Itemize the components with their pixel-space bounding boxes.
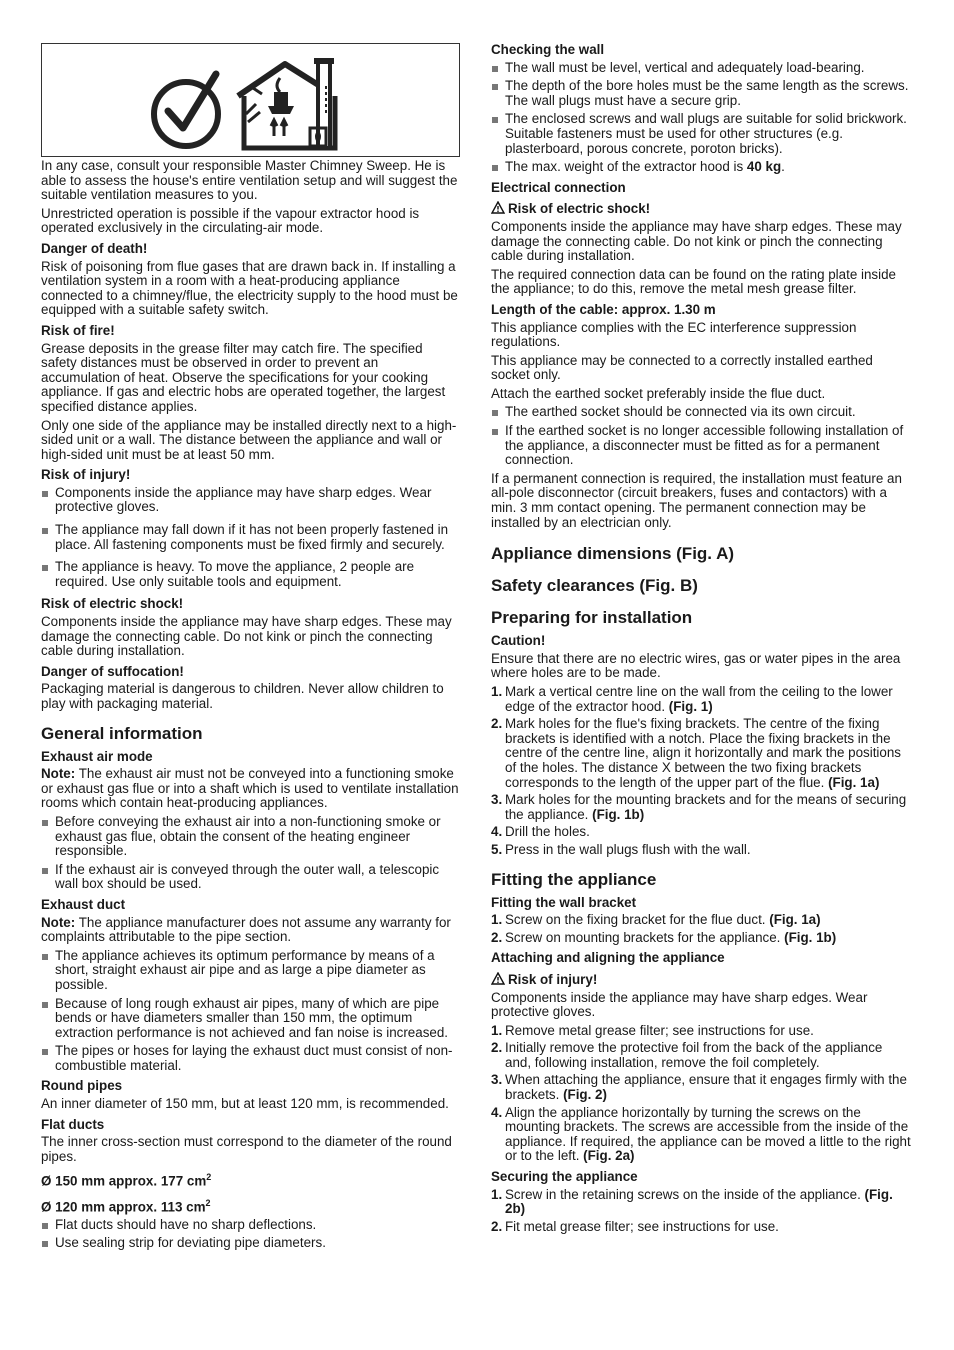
danger-of-death-text: Risk of poisoning from flue gases that are drawn back in. If installing a ventilation system in a room with a heat-producing appliance connected to a chimney/flue, the electricity supply to the hood must be equipped with a suitable safety switch.: [41, 258, 458, 318]
warning-label: Risk of injury!: [508, 971, 598, 987]
risk-of-injury-list: [41, 486, 460, 590]
securing-heading: Securing the appliance: [491, 1169, 638, 1185]
risk-of-electric-shock-text: Components inside the appliance may have sharp edges. These may damage the connecting cable. Do not kink or pinch the connecting cable during installation.: [41, 614, 452, 659]
list-item: [491, 825, 911, 840]
attach-steps: [491, 1024, 911, 1164]
general-information-heading: General information: [41, 723, 203, 743]
list-item: [491, 1220, 911, 1235]
electrical-text-1: Components inside the appliance may have sharp edges. These may damage the connecting cable. Do not kink or pinch the connecting cable during installation.: [491, 218, 902, 264]
appliance-dimensions-heading: Appliance dimensions (Fig. A): [491, 544, 735, 564]
list-item: [491, 793, 911, 822]
preparation-steps: [491, 685, 911, 858]
spec-text: Ø 150 mm approx. 177 cm: [41, 1173, 207, 1189]
right-column: [491, 43, 911, 1238]
electric-shock-warning: [491, 201, 911, 217]
exhaust-duct-heading: Exhaust duct: [41, 896, 126, 912]
round-pipes-text: An inner diameter of 150 mm, but at least 120 mm, is recommended.: [41, 1096, 449, 1112]
exhaust-air-mode-heading: Exhaust air mode: [41, 748, 153, 764]
risk-of-electric-shock-heading: Risk of electric shock!: [41, 596, 184, 612]
list-item: [491, 685, 911, 714]
list-item: The pipes or hoses for laying the exhaust duct must consist of non-combustible material.: [41, 1044, 460, 1073]
superscript: 2: [205, 1197, 211, 1208]
list-item: The enclosed screws and wall plugs are suitable for solid brickwork. Suitable fasteners must be used for other structures (e.g. plasterboard, porous concrete, poroton bricks).: [491, 112, 911, 156]
weight-end: .: [781, 159, 785, 175]
list-item: If the earthed socket is no longer accessible following installation of the appliance, a disconnecter must be fitted as for a permanent connection.: [491, 424, 911, 468]
fitting-appliance-heading: Fitting the appliance: [491, 869, 657, 889]
list-item: The appliance achieves its optimum performance by means of a short, straight exhaust air pipe and as large a pipe diameter as possible.: [41, 949, 460, 993]
cable-text-1: This appliance complies with the EC interference suppression regulations.: [491, 319, 857, 350]
step-text: Press in the wall plugs flush with the wall.: [505, 841, 751, 857]
step-number: 5.: [491, 841, 503, 857]
list-item: [491, 1106, 911, 1164]
diameter-120-spec: [41, 1196, 460, 1215]
wall-bracket-heading: Fitting the wall bracket: [491, 894, 637, 910]
list-item: Before conveying the exhaust air into a non-functioning smoke or exhaust gas flue, obtain the consent of the heating engineer responsible.: [41, 815, 460, 859]
list-item: [491, 1188, 911, 1217]
exhaust-air-mode-note: [41, 767, 460, 811]
danger-of-death-heading: Danger of death!: [41, 240, 148, 256]
exhaust-air-mode-list: [41, 815, 460, 892]
figure-ref: (Fig. 1a): [828, 774, 880, 790]
list-item: The appliance is heavy. To move the appliance, 2 people are required. Use only suitable tools and equipment.: [41, 560, 460, 589]
note-label: Note:: [41, 766, 76, 782]
intro-para-1: In any case, consult your responsible Master Chimney Sweep. He is able to assess the house's entire ventilation setup and will suggest the suitable ventilation measures to you.: [41, 158, 458, 203]
list-item: Components inside the appliance may have sharp edges. Wear protective gloves.: [41, 486, 460, 515]
list-item: [491, 160, 911, 175]
step-text: Align the appliance horizontally by turning the screws on the mounting brackets. The screws are accessible from the inside of the appliance. If required, the appliance can be moved a little to the right or to the left.: [505, 1104, 911, 1164]
step-text: Screw in the retaining screws on the inside of the appliance.: [505, 1186, 865, 1202]
list-item: Because of long rough exhaust air pipes, many of which are pipe bends or have diameters smaller than 150 mm, the optimum extraction performance is not achieved and fan noise is increased.: [41, 997, 460, 1041]
step-number: 2.: [491, 929, 503, 945]
figure-ref: (Fig. 1b): [784, 929, 837, 945]
danger-of-suffocation-heading: Danger of suffocation!: [41, 663, 184, 679]
caution-heading: Caution!: [491, 633, 546, 649]
step-number: 2.: [491, 716, 503, 732]
cable-text-4: If a permanent connection is required, the installation must feature an all-pole disconnector (circuit breakers, fuses and contactors) with a min. 3 mm contact opening. The permanent connection may be installed by an electrician only.: [491, 470, 902, 530]
cable-length-heading: Length of the cable: approx. 1.30 m: [491, 301, 716, 317]
list-item: Use sealing strip for deviating pipe diameters.: [41, 1236, 460, 1251]
step-number: 2.: [491, 1218, 503, 1234]
list-item: The appliance may fall down if it has not been properly fastened in place. All fastening components must be fixed firmly and securely.: [41, 523, 460, 552]
list-item: [491, 843, 911, 858]
step-number: 2.: [491, 1040, 503, 1056]
step-number: 1.: [491, 1022, 503, 1038]
exhaust-duct-list: [41, 949, 460, 1074]
step-number: 4.: [491, 1104, 503, 1120]
figure-ref: (Fig. 1a): [769, 912, 821, 928]
step-text: Fit metal grease filter; see instructions for use.: [505, 1218, 779, 1234]
step-text: Drill the holes.: [505, 824, 590, 840]
figure-ref: (Fig. 2a): [583, 1148, 635, 1164]
step-number: 1.: [491, 684, 503, 699]
safety-clearances-heading: Safety clearances (Fig. B): [491, 576, 698, 596]
warning-label: Risk of electric shock!: [508, 201, 651, 217]
list-item: [491, 1073, 911, 1102]
step-text: Initially remove the protective foil from the back of the appliance and, following installation, remove the foil completely.: [505, 1040, 883, 1070]
step-number: 1.: [491, 912, 503, 928]
weight-text: The max. weight of the extractor hood is: [505, 159, 747, 175]
injury-warning: [491, 972, 911, 988]
list-item: The depth of the bore holes must be the same length as the screws. The wall plugs must have a secure grip.: [491, 79, 911, 108]
intro-para-2: Unrestricted operation is possible if the vapour extractor hood is operated exclusively in the circulating-air mode.: [41, 205, 420, 236]
step-text: Mark a vertical centre line on the wall from the ceiling to the lower edge of the extractor hood.: [505, 684, 893, 714]
list-item: [491, 931, 911, 946]
step-text: When attaching the appliance, ensure that it engages firmly with the brackets.: [505, 1072, 907, 1103]
step-number: 1.: [491, 1186, 503, 1202]
superscript: 2: [206, 1172, 212, 1183]
preparing-installation-heading: Preparing for installation: [491, 608, 693, 628]
cable-list: [491, 405, 911, 467]
note-text: The appliance manufacturer does not assume any warranty for complaints attributable to the pipe section.: [41, 914, 451, 945]
checking-the-wall-heading: Checking the wall: [491, 42, 605, 57]
danger-of-suffocation-text: Packaging material is dangerous to children. Never allow children to play with packaging material.: [41, 681, 444, 711]
step-text: Mark holes for the mounting brackets and for the means of securing the appliance.: [505, 792, 907, 822]
cable-text-3: Attach the earthed socket preferably inside the flue duct.: [491, 385, 826, 401]
spec-text: Ø 120 mm approx. 113 cm: [41, 1198, 206, 1214]
list-item: [491, 1024, 911, 1039]
note-text: The exhaust air must not be conveyed into a functioning smoke or exhaust gas flue or into a shaft which is used to ventilate installation rooms which contain heat-producing appliances.: [41, 766, 459, 811]
warning-triangle-icon: [491, 972, 505, 985]
step-text: Mark holes for the flue's fixing brackets. The centre of the fixing brackets is identified with a notch. Place the fixing brackets in the centre of the centre line, align it horizontally and mark the positions of the holes. The distance X between the two fixing brackets corresponds to the length of the upper part of the flue.: [505, 716, 901, 790]
attach-align-heading: Attaching and aligning the appliance: [491, 950, 725, 966]
weight-value: 40 kg: [746, 159, 782, 175]
risk-of-fire-text-1: Grease deposits in the grease filter may catch fire. The specified safety distances must be observed in order to prevent an accumulation of heat. Observe the specifications for your cooking appliance. If gas and electric hobs are operated together, the largest specified distance applies.: [41, 340, 446, 414]
figure-ref: (Fig. 2b): [505, 1186, 893, 1217]
flat-ducts-text: The inner cross-section must correspond to the diameter of the round pipes.: [41, 1134, 452, 1164]
step-number: 3.: [491, 1072, 503, 1088]
round-pipes-heading: Round pipes: [41, 1078, 123, 1094]
figure-ref: (Fig. 2): [563, 1087, 607, 1103]
exhaust-duct-note: [41, 916, 460, 945]
checking-the-wall-list: [491, 61, 911, 175]
step-number: 3.: [491, 792, 503, 808]
step-text: Screw on the fixing bracket for the flue duct.: [505, 912, 770, 928]
attach-text: Components inside the appliance may have sharp edges. Wear protective gloves.: [491, 989, 868, 1020]
step-text: Screw on mounting brackets for the appliance.: [505, 929, 785, 945]
step-number: 4.: [491, 824, 503, 840]
list-item: If the exhaust air is conveyed through the outer wall, a telescopic wall box should be used.: [41, 863, 460, 892]
caution-text: Ensure that there are no electric wires, gas or water pipes in the area where holes are to be made.: [491, 650, 901, 681]
note-label: Note:: [41, 914, 76, 930]
cable-text-2: This appliance may be connected to a correctly installed earthed socket only.: [491, 352, 873, 383]
list-item: [491, 913, 911, 928]
figure-ref: (Fig. 1): [668, 698, 713, 714]
securing-steps: [491, 1188, 911, 1235]
step-text: Remove metal grease filter; see instructions for use.: [505, 1022, 814, 1038]
warning-triangle-icon: [491, 201, 505, 214]
risk-of-fire-text-2: Only one side of the appliance may be installed directly next to a high-sided unit or a wall. The distance between the appliance and wall or high-sided unit must be at least 50 mm.: [41, 417, 457, 462]
wall-bracket-steps: [491, 913, 911, 945]
list-item: [491, 1041, 911, 1070]
risk-of-fire-heading: Risk of fire!: [41, 322, 115, 338]
risk-of-injury-heading: Risk of injury!: [41, 467, 131, 483]
left-column: [41, 43, 460, 1255]
diameter-150-spec: [41, 1170, 460, 1189]
figure-ref: (Fig. 1b): [592, 806, 645, 822]
list-item: The earthed socket should be connected via its own circuit.: [491, 405, 911, 420]
electrical-text-2: The required connection data can be found on the rating plate inside the appliance; to do this, remove the metal mesh grease filter.: [491, 266, 896, 297]
checkmark-house-icon: [150, 56, 360, 156]
list-item: [491, 717, 911, 790]
ventilation-illustration: [41, 43, 460, 157]
electrical-connection-heading: Electrical connection: [491, 179, 626, 195]
list-item: Flat ducts should have no sharp deflections.: [41, 1218, 460, 1233]
flat-ducts-heading: Flat ducts: [41, 1116, 105, 1132]
flat-ducts-list: [41, 1218, 460, 1251]
list-item: The wall must be level, vertical and adequately load-bearing.: [491, 61, 911, 76]
